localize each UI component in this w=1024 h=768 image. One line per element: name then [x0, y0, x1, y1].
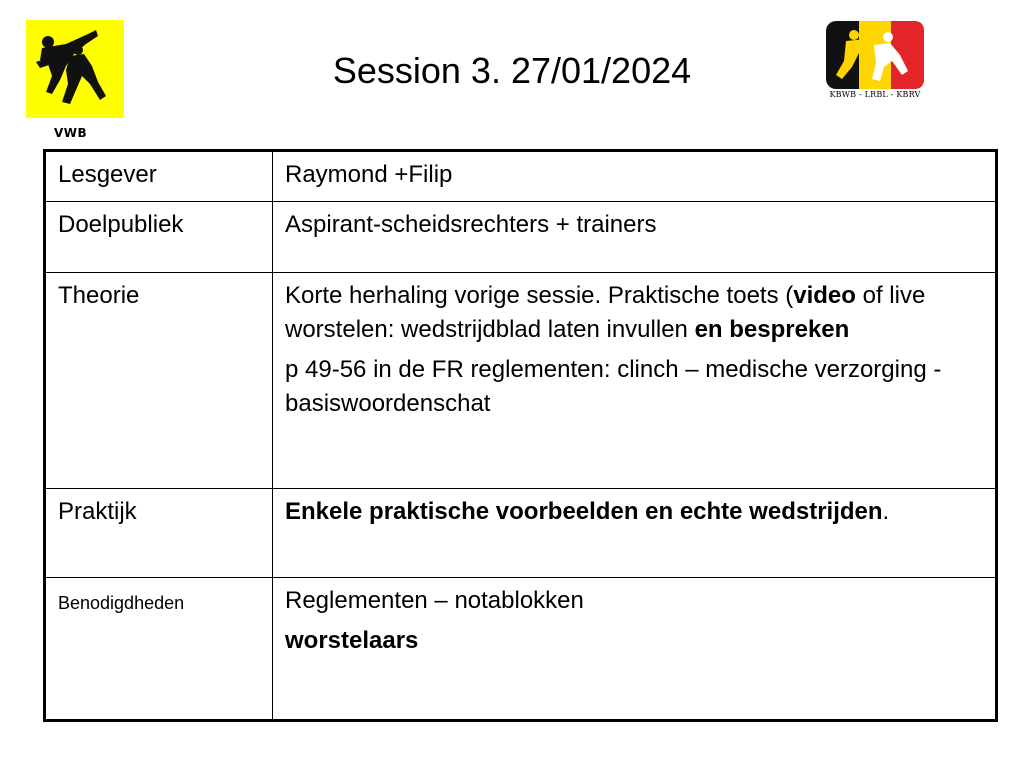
table-row	[45, 489, 997, 578]
row-label-doelpubliek: Doelpubliek	[45, 202, 273, 273]
page-title: Session 3. 27/01/2024	[332, 50, 692, 91]
session-table	[43, 149, 998, 722]
row-label-benodigdheden: Benodigdheden	[45, 578, 273, 721]
row-value-praktijk: Enkele praktische voorbeelden en echte wedstrijden.	[273, 489, 997, 578]
row-label-theorie: Theorie	[45, 273, 273, 489]
row-value-lesgever: Raymond +Filip	[273, 151, 997, 202]
table-row	[45, 151, 997, 202]
row-label-lesgever: Lesgever	[45, 151, 273, 202]
theorie-paragraph-2: p 49-56 in de FR reglementen: clinch – medische verzorging - basiswoordenschat	[285, 356, 942, 417]
vwb-caption: VWB	[54, 126, 88, 140]
theorie-paragraph-1: Korte herhaling vorige sessie. Praktische toets (video of live worstelen: wedstrijdblad laten invullen en bespreken	[285, 282, 926, 343]
row-value-theorie	[273, 273, 997, 489]
row-value-doelpubliek: Aspirant-scheidsrechters + trainers	[273, 202, 997, 273]
benodigdheden-paragraph-2: worstelaars	[285, 627, 419, 654]
table-row	[45, 578, 997, 721]
row-label-praktijk: Praktijk	[45, 489, 273, 578]
federation-emblem-icon	[826, 21, 924, 89]
row-value-benodigdheden	[273, 578, 997, 721]
kbwb-caption: KBWB - LRBL - KBRV	[829, 90, 921, 99]
table-row	[45, 202, 997, 273]
table-row	[45, 273, 997, 489]
benodigdheden-paragraph-1: Reglementen – notablokken	[285, 587, 584, 614]
kbwb-logo	[826, 21, 924, 89]
